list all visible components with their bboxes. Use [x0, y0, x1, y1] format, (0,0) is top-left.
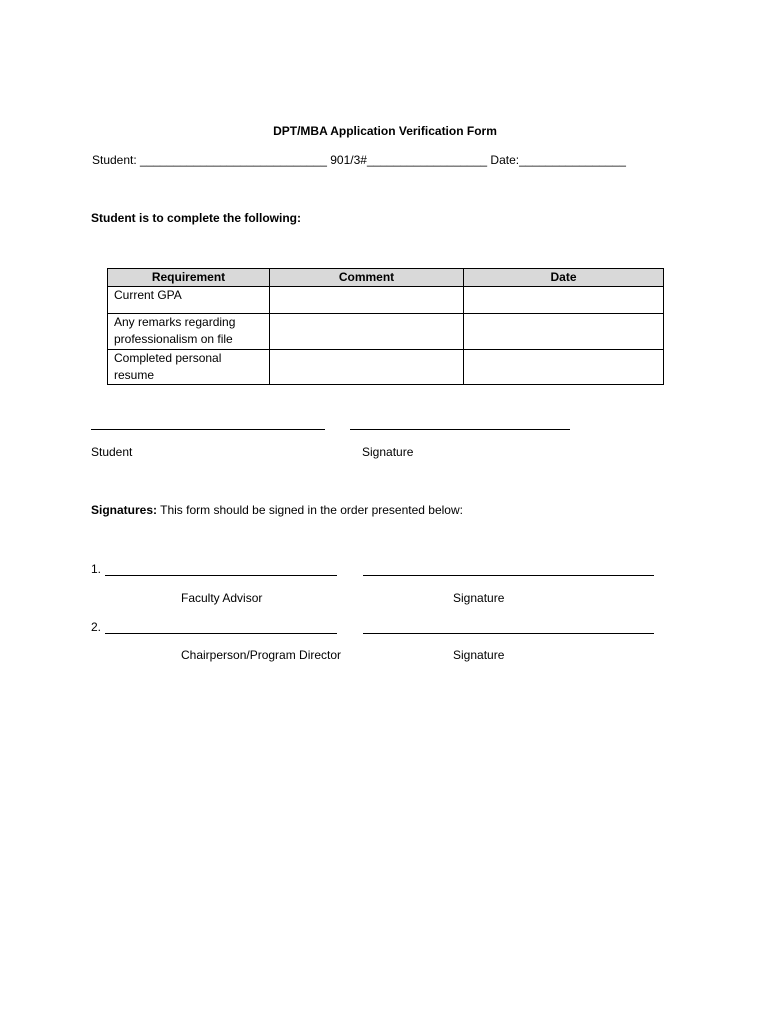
signature-entry-number: 2.: [91, 620, 102, 634]
student-info-line: Student: ____________________________ 901/3#__________________ Date:________________: [92, 153, 626, 167]
table-row: [108, 350, 664, 385]
comment-cell[interactable]: [270, 314, 464, 350]
faculty-advisor-signature-line[interactable]: [363, 575, 654, 576]
chairperson-signature-line[interactable]: [363, 633, 654, 634]
table-row: [108, 287, 664, 314]
date-cell[interactable]: [464, 314, 664, 350]
table-header-row: [108, 269, 664, 287]
date-cell[interactable]: [464, 350, 664, 385]
column-header-requirement: Requirement: [108, 269, 270, 287]
column-header-date: Date: [464, 269, 664, 287]
faculty-advisor-label: Faculty Advisor: [181, 591, 263, 605]
signatures-instruction: This form should be signed in the order presented below:: [157, 503, 463, 517]
comment-cell[interactable]: [270, 350, 464, 385]
signature-entry-number: 1.: [91, 562, 102, 576]
date-cell[interactable]: [464, 287, 664, 314]
signatures-heading: Signatures:: [91, 503, 158, 517]
form-title: DPT/MBA Application Verification Form: [273, 124, 497, 138]
requirement-cell: Current GPA: [108, 287, 270, 314]
chairperson-signature-label: Signature: [453, 648, 505, 662]
chairperson-name-line[interactable]: [105, 633, 337, 634]
requirement-cell: Completed personal resume: [108, 350, 270, 385]
requirement-cell: Any remarks regarding professionalism on file: [108, 314, 270, 350]
chairperson-label: Chairperson/Program Director: [181, 648, 342, 662]
faculty-advisor-name-line[interactable]: [105, 575, 337, 576]
student-signature-line[interactable]: [350, 429, 570, 430]
student-name-label: Student: [91, 445, 133, 459]
table-row: [108, 314, 664, 350]
student-name-line[interactable]: [91, 429, 325, 430]
requirements-table: [107, 268, 664, 385]
student-section-heading: Student is to complete the following:: [91, 211, 301, 225]
faculty-advisor-signature-label: Signature: [453, 591, 505, 605]
student-signature-label: Signature: [362, 445, 414, 459]
signatures-intro: [91, 503, 463, 517]
comment-cell[interactable]: [270, 287, 464, 314]
column-header-comment: Comment: [270, 269, 464, 287]
